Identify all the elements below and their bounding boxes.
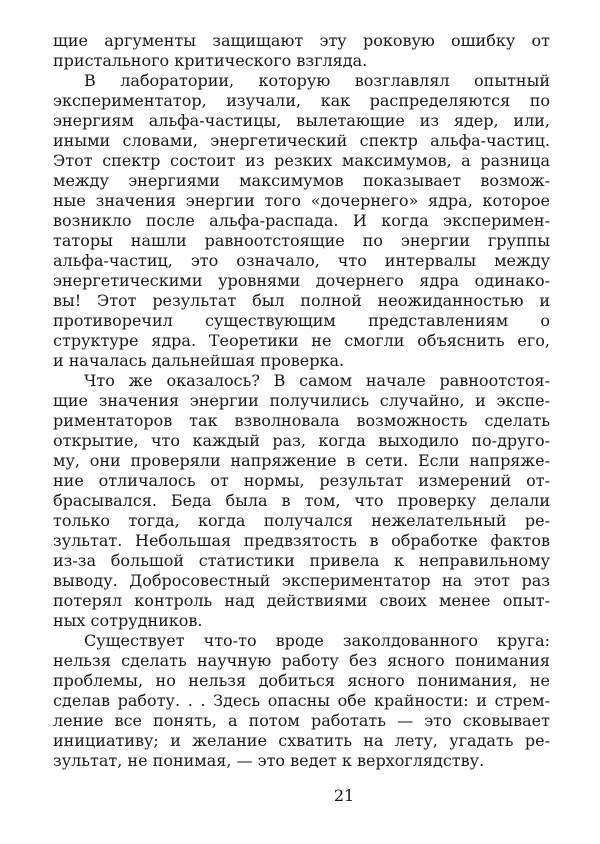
text-line: выводу. Добросовестный экспериментатор на этот раз (53, 571, 550, 590)
text-line: противоречил существующим представлениям о (53, 311, 550, 330)
text-line: альфа-частиц, это означало, что интервалы между (53, 251, 550, 270)
text-line: му, они проверяли напряжение в сети. Если напряже- (53, 451, 550, 470)
text-line: возникло после альфа-распада. И когда эксперимен- (53, 211, 550, 230)
text-line: сделав работу. . . Здесь опасны обе крайности: и стрем- (53, 691, 550, 710)
page-number: 21 (333, 786, 355, 805)
text-line: открытие, что каждый раз, когда выходило по-друго- (53, 431, 550, 450)
paragraph (53, 71, 550, 371)
text-line: потерял контроль над действиями своих менее опыт- (53, 591, 550, 610)
text-line: ных сотрудников. (53, 611, 203, 630)
text-line: инициативу; и желание схватить на лету, угадать ре- (53, 731, 550, 750)
text-line: проблемы, но нельзя добиться ясного понимания, не (53, 671, 550, 690)
text-line: В лаборатории, которую возглавлял опытный (84, 71, 550, 90)
text-line: ление все понять, а потом работать — это сковывает (53, 711, 550, 730)
text-line: Этот спектр состоит из резких максимумов, а разница (53, 151, 550, 170)
text-line: риментаторов так взволновала возможность сделать (53, 411, 550, 430)
text-line: экспериментатор, изучали, как распределяются по (53, 91, 550, 110)
text-line: между энергиями максимумов показывает возмож- (53, 171, 550, 190)
text-line: из-за большой статистики привела к неправильному (53, 551, 550, 570)
text-line: структуре ядра. Теоретики не смогли объяснить его, (53, 331, 550, 350)
paragraph (53, 631, 550, 771)
text-line: брасывался. Беда была в том, что проверку делали (53, 491, 550, 510)
text-line: энергиям альфа-частицы, вылетающие из ядер, или, (53, 111, 550, 130)
text-line: и началась дальнейшая проверка. (53, 351, 345, 370)
text-line: ные значения энергии того «дочернего» ядра, которое (53, 191, 550, 210)
text-line: ние отличалось от нормы, результат измерений от- (53, 471, 550, 490)
text-line: зультат. Небольшая предвзятость в обработке фактов (53, 531, 550, 550)
text-line: нельзя сделать научную работу без ясного понимания (53, 651, 550, 670)
text-line: Что же оказалось? В самом начале равноотстоя- (84, 371, 550, 390)
book-page-body (53, 31, 550, 771)
text-line: только тогда, когда получался нежелательный ре- (53, 511, 550, 530)
paragraph (53, 371, 550, 631)
text-line: энергетическими уровнями дочернего ядра одинако- (53, 271, 550, 290)
text-line: зультат, не понимая, — это ведет к верхоглядству. (53, 751, 485, 770)
text-line: щие аргументы защищают эту роковую ошибку от (53, 31, 550, 50)
text-line: щие значения энергии получились случайно, и экспе- (53, 391, 550, 410)
text-line: таторы нашли равноотстоящие по энергии группы (53, 231, 550, 250)
text-line: вы! Этот результат был полной неожиданностью и (53, 291, 550, 310)
text-line: иными словами, энергетический спектр альфа-частиц. (53, 131, 550, 150)
paragraph (53, 31, 550, 71)
text-line: пристального критического взгляда. (53, 51, 368, 70)
text-line: Существует что-то вроде заколдованного круга: (84, 631, 550, 650)
